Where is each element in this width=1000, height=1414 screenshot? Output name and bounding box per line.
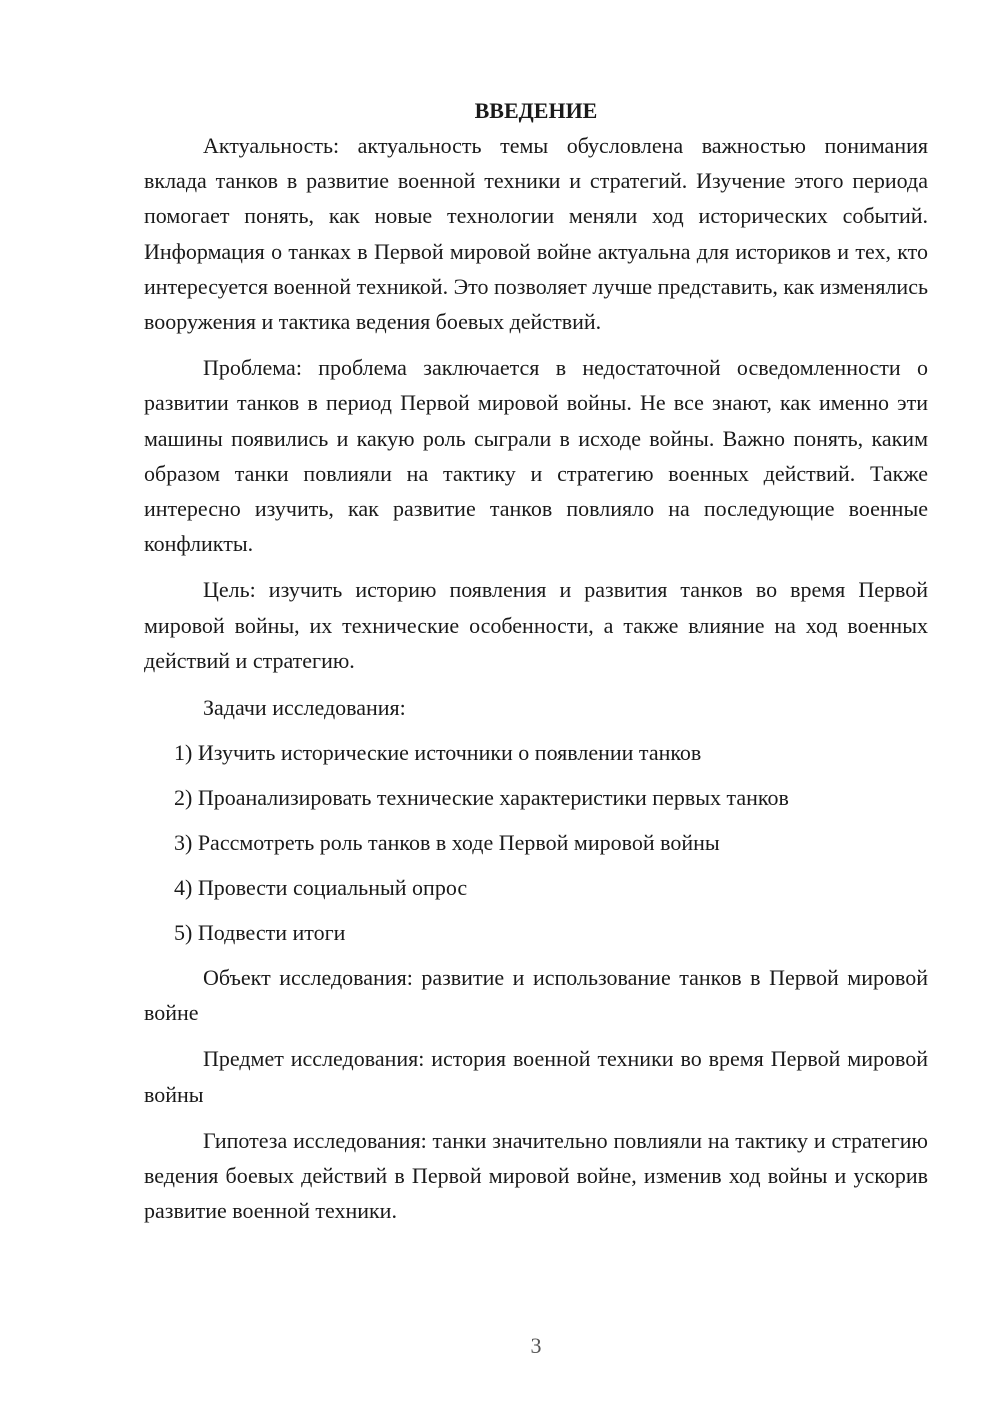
task-item: 4) Провести социальный опрос [174,875,468,901]
page-title: ВВЕДЕНИЕ [474,98,598,123]
object-paragraph: Объект исследования: развитие и использование танков в Первой мировой войне [144,965,928,1026]
task-item: 3) Рассмотреть роль танков в ходе Первой мировой войны [174,830,720,856]
task-item: 5) Подвести итоги [174,920,346,946]
goal-paragraph: Цель: изучить историю появления и развития танков во время Первой мировой войны, их технические особенности, а также влияние на ход военных действий и стратегию. [144,577,928,673]
page-number: 3 [530,1333,542,1358]
relevance-paragraph: Актуальность: актуальность темы обусловлена важностью понимания вклада танков в развитие военной техники и стратегий. Изучение этого периода помогает понять, как новые технологии меняли ход исторических событий. Информация о танках в Первой мировой войне актуальна для историков и тех, кто интересуется военной техникой. Это позволяет лучше представить, как изменялись вооружения и тактика ведения боевых действий. [144,133,928,335]
task-item: 2) Проанализировать технические характеристики первых танков [174,785,789,811]
tasks-heading: Задачи исследования: [203,695,406,721]
subject-paragraph: Предмет исследования: история военной техники во время Первой мировой войны [144,1046,928,1107]
task-item: 1) Изучить исторические источники о появлении танков [174,740,702,766]
hypothesis-paragraph: Гипотеза исследования: танки значительно повлияли на тактику и стратегию ведения боевых действий в Первой мировой войне, изменив ход войны и ускорив развитие военной техники. [144,1127,928,1224]
task-list [144,735,928,950]
document-page [144,94,928,1239]
problem-paragraph: Проблема: проблема заключается в недостаточной осведомленности о развитии танков в период Первой мировой войны. Не все знают, как именно эти машины появились и какую роль сыграли в исходе войны. Важно понять, каким образом танки повлияли на тактику и стратегию военных действий. Также интересно изучить, как развитие танков повлияло на последующие военные конфликты. [144,355,928,557]
